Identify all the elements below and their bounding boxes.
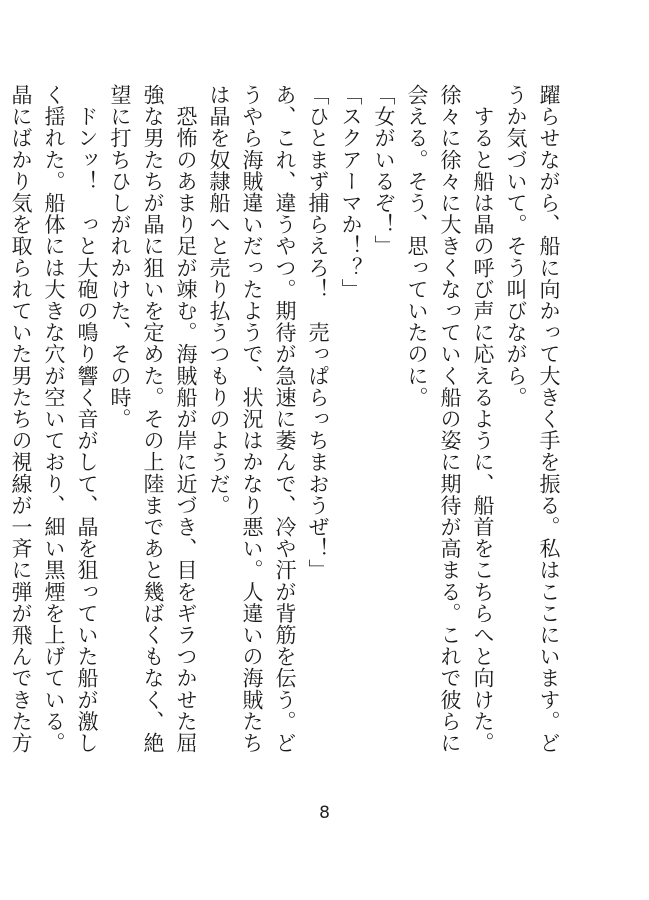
paragraph: ドンッ！ っと大砲の鳴り響く音がして、晶を狙っていた船が激しく揺れた。船体には大きな穴が空いており、細い黒煙を上げている。晶にばかり気を取られていた男たちの視線が一斉に弾が飛んできた方 [9,84,99,754]
paragraph: 躍らせながら、船に向かって大きく手を振る。私はここにいます。どうか気づいて。そう叫びながら。 [504,84,561,754]
paragraph: 恐怖のあまり足が竦む。海賊船が岸に近づき、目をギラつかせた屈強な男たちが晶に狙いを定めた。その上陸まであと幾ばくもなく、絶望に打ちひしがれかけた、その時。 [108,84,198,754]
paragraph: あ、これ、違うやつ。期待が急速に萎んで、冷や汗が背筋を伝う。どうやら海賊違いだったようで、状況はかなり悪い。人違いの海賊たちは晶を奴隷船へと売り払うつもりのようだ。 [207,84,297,754]
vertical-text-body [9,84,565,774]
dialogue-line: 「女がいるぞ！」 [372,84,396,257]
page-number: 8 [319,803,330,823]
dialogue-line: 「ひとまず捕らえろ！ 売っぱらっちまおうぜ！」 [306,84,330,581]
paragraph: すると船は晶の呼び声に応えるように、船首をこちらへと向けた。徐々に徐々に大きくなっていく船の姿に期待が高まる。これで彼らに会える。そう、思っていたのに。 [405,84,495,754]
dialogue-line: 「スクアーマか！？」 [339,84,363,300]
